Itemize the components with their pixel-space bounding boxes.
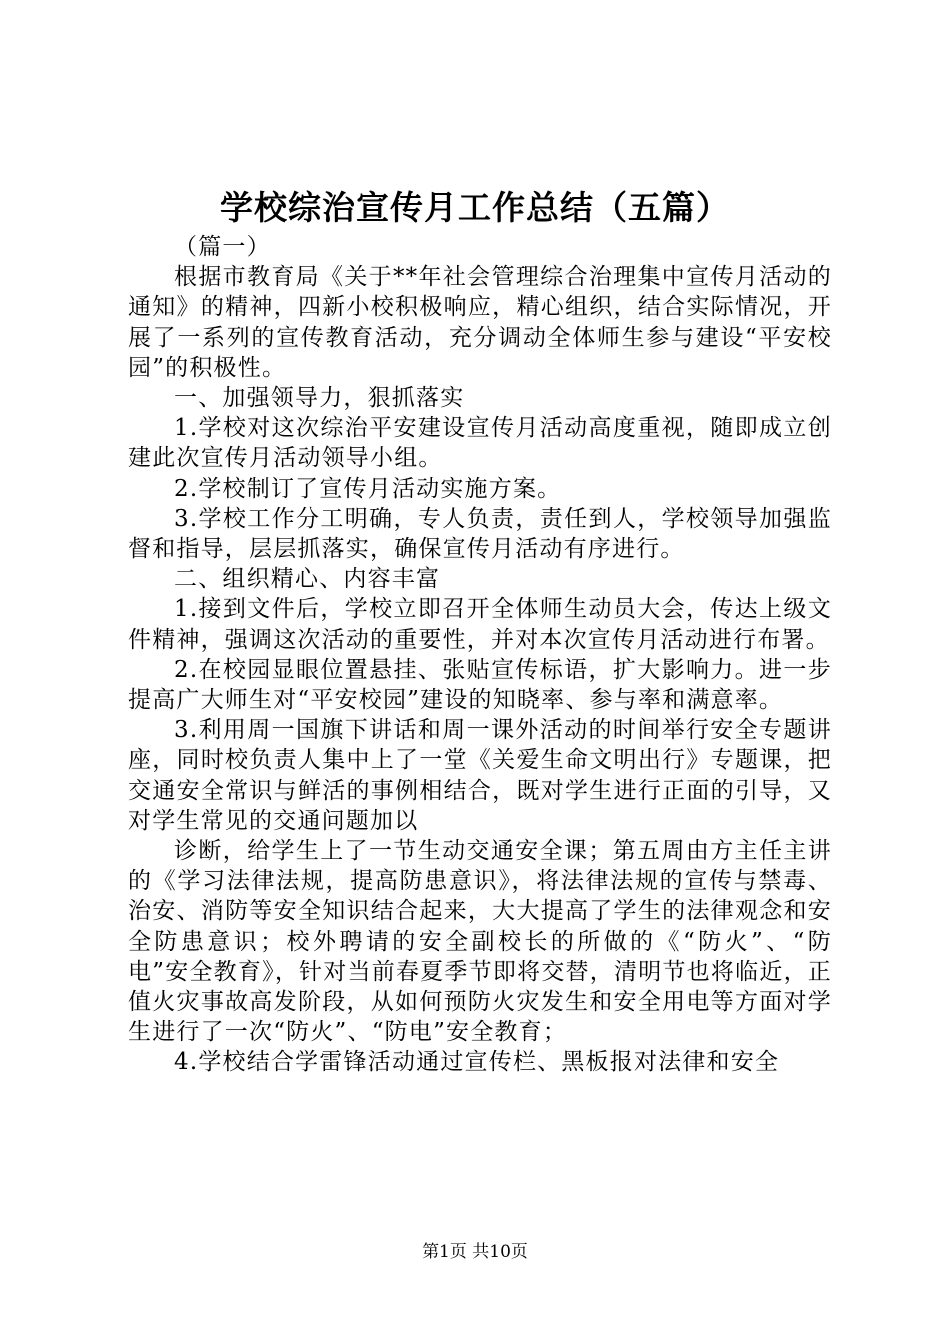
paragraph: 3.利用周一国旗下讲话和周一课外活动的时间举行安全专题讲座，同时校负责人集中上了一堂《关爱生命文明出行》专题课，把交通安全常识与鲜活的事例相结合，既对学生进行正面的引导，又对学生常见的交通问题加以 bbox=[128, 717, 832, 834]
section-heading: 二、组织精心、内容丰富 bbox=[174, 566, 441, 593]
document-title: 学校综治宣传月工作总结（五篇） bbox=[220, 188, 730, 227]
paragraph: 根据市教育局《关于**年社会管理综合治理集中宣传月活动的通知》的精神，四新小校积极响应，精心组织，结合实际情况，开展了一系列的宣传教育活动，充分调动全体师生参与建设“平安校园”的积极性。 bbox=[128, 264, 832, 381]
paragraph: 诊断，给学生上了一节生动交通安全课；第五周由方主任主讲的《学习法律法规，提高防患意识》，将法律法规的宣传与禁毒、治安、消防等安全知识结合起来，大大提高了学生的法律观念和安全防患意识；校外聘请的安全副校长的所做的《“防火”、“防电”安全教育》，针对当前春夏季节即将交替，清明节也将临近，正值火灾事故高发阶段，从如何预防火灾发生和安全用电等方面对学生进行了一次“防火”、“防电”安全教育； bbox=[128, 838, 832, 1046]
paragraph: 2.学校制订了宣传月活动实施方案。 bbox=[174, 475, 562, 502]
document-body bbox=[128, 232, 832, 1078]
paragraph: 4.学校结合学雷锋活动通过宣传栏、黑板报对法律和安全 bbox=[174, 1049, 780, 1076]
paragraph: 2.在校园显眼位置悬挂、张贴宣传标语，扩大影响力。进一步提高广大师生对“平安校园”建设的知晓率、参与率和满意率。 bbox=[128, 656, 832, 714]
section-label: （篇一） bbox=[174, 234, 271, 260]
page-number: 第1页 共10页 bbox=[422, 1242, 528, 1262]
section-heading: 一、加强领导力，狠抓落实 bbox=[174, 385, 465, 412]
paragraph: 1.学校对这次综治平安建设宣传月活动高度重视，随即成立创建此次宣传月活动领导小组。 bbox=[128, 415, 832, 472]
paragraph: 1.接到文件后，学校立即召开全体师生动员大会，传达上级文件精神，强调这次活动的重要性，并对本次宣传月活动进行布署。 bbox=[128, 596, 832, 653]
paragraph: 3.学校工作分工明确，专人负责，责任到人，学校领导加强监督和指导，层层抓落实，确保宣传月活动有序进行。 bbox=[128, 505, 832, 563]
